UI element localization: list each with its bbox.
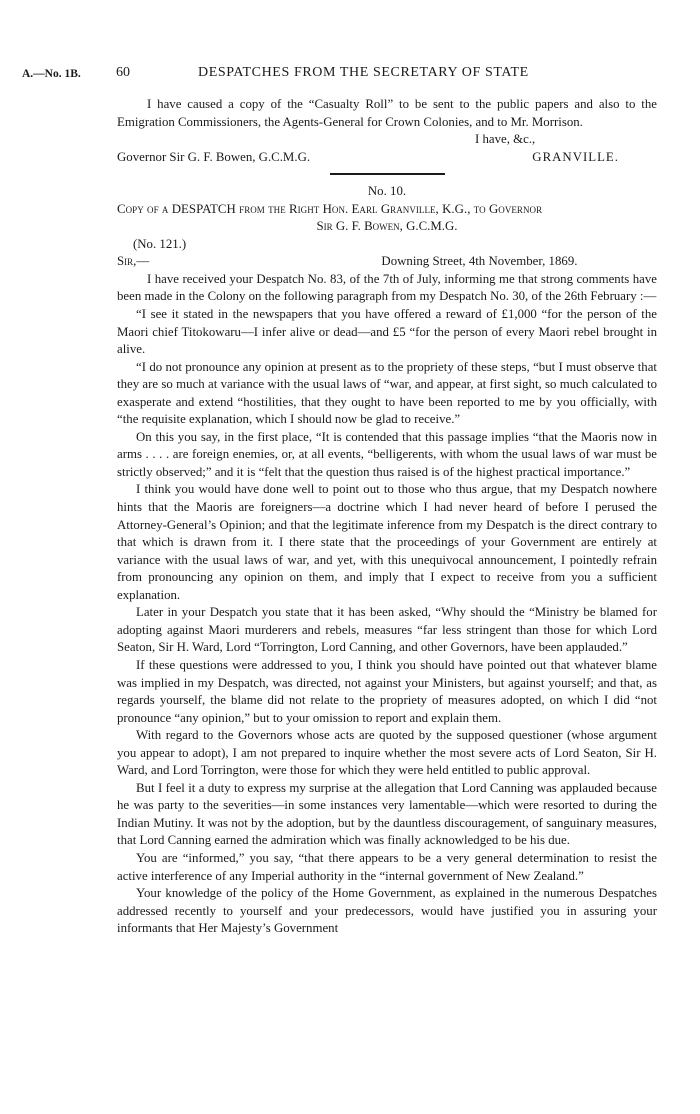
despatch-title-line2: Sir G. F. Bowen, G.C.M.G. [316,219,458,234]
despatch-number: No. 10. [367,184,407,199]
despatch-reference: (No. 121.) [133,236,187,251]
paragraph: Later in your Despatch you state that it has been asked, “Why should the “Ministry be blamed for adopting against Maori murderers and rebels, measures “far less stringent than those for which Lord Seaton, Sir H. Ward, Lord “Torrington, Lord Canning, and other Governors, have been applauded.” [117,605,657,655]
quoted-paragraph: “I do not pronounce any opinion at present as to the propriety of these steps, “but I must observe that they are so much at variance with the usual laws of “war, and appear, at first sight, so much calculated to exasperate and extend “hostilities, that they ought to have been reported to me by you officially, with “the requisite explanation, which I should now be glad to receive.” [117,359,657,427]
despatch-title: Copy of a DESPATCH from the Right Hon. Earl Granville, K.G., to Governor [117,201,543,216]
page-number: 60 [116,65,130,80]
addressee-row [117,149,657,167]
paper-reference: A.—No. 1B. [22,68,81,80]
quoted-paragraph: “I see it stated in the newspapers that you have offered a reward of £1,000 “for the person of the Maori chief Titokowaru—I infer alive or dead—and £5 “for the person of every Maori rebel brought in alive. [117,307,657,357]
addressee: Governor Sir G. F. Bowen, G.C.M.G. [117,149,311,164]
salutation-row [117,253,657,271]
running-title: DESPATCHES FROM THE SECRETARY OF STATE [198,65,529,80]
paragraph: But I feel it a duty to express my surprise at the allegation that Lord Canning was applauded because he was party to the severities—in some instances very lamentable—which were resorted to during the Indian Mutiny. It was not by the adoption, but by the dauntless discouragement, of sanguinary measures, that Lord Canning earned the admiration which was finally acknowledged to be his due. [117,780,657,848]
sign-off: I have, &c., [475,132,536,147]
paragraph: If these questions were addressed to you, I think you should have pointed out that whatever blame was implied in my Despatch, was directed, not against your Ministers, but against yourself; and that, as regards yourself, the blame did not relate to the propriety of measures adopted, on which I did “not pronounce “any opinion,” but to your omission to report and explain them. [117,657,657,725]
paragraph: Your knowledge of the policy of the Home Government, as explained in the numerous Despatches addressed recently to yourself and your predecessors, would have justified you in assuring your informants that Her Majesty’s Government [117,886,657,936]
paragraph: On this you say, in the first place, “It is contended that this passage implies “that the Maoris now in arms . . . . are foreign enemies, or, at all events, “belligerents, with whom the usual laws of war must be strictly observed;” and it is “felt that the question thus raised is of the highest practical importance.” [117,429,657,479]
despatch-date: Downing Street, 4th November, 1869. [381,254,578,269]
closing-paragraph: I have caused a copy of the “Casualty Roll” to be sent to the public papers and also to the Emigration Commissioners, the Agents-General for Crown Colonies, and to Mr. Morrison. [117,97,657,129]
paragraph: You are “informed,” you say, “that there appears to be a very general determination to resist the active interference of any Imperial authority in the “internal government of New Zealand.” [117,850,657,883]
signature: GRANVILLE. [532,149,619,164]
page-body [117,96,657,938]
salutation: Sir,— [117,254,150,269]
paragraph: I have received your Despatch No. 83, of the 7th of July, informing me that strong comments have been made in the Colony on the following paragraph from my Despatch No. 30, of the 26th February :— [117,271,657,304]
paragraph: With regard to the Governors whose acts are quoted by the supposed questioner (whose argument you appear to adopt), I am not prepared to inquire whether the most severe acts of Lord Seaton, Sir H. Ward, and Lord Torrington, were those for which they were held entitled to public approval. [117,728,657,778]
section-divider [330,173,445,175]
paragraph: I think you would have done well to point out to those who thus argue, that my Despatch nowhere hints that the Maoris are foreigners—a doctrine which I had never heard of before I perused the Attorney-General’s Opinion; and that the legitimate inference from my Despatch is the direct contrary to that which is drawn from it. I there state that the proceedings of your Government are entirely at variance with the usual laws of war, and yet, with this unequivocal announcement, I pointedly refrain from pronouncing any opinion on them, and imply that I expect to receive from you a sufficient explanation. [117,482,657,602]
